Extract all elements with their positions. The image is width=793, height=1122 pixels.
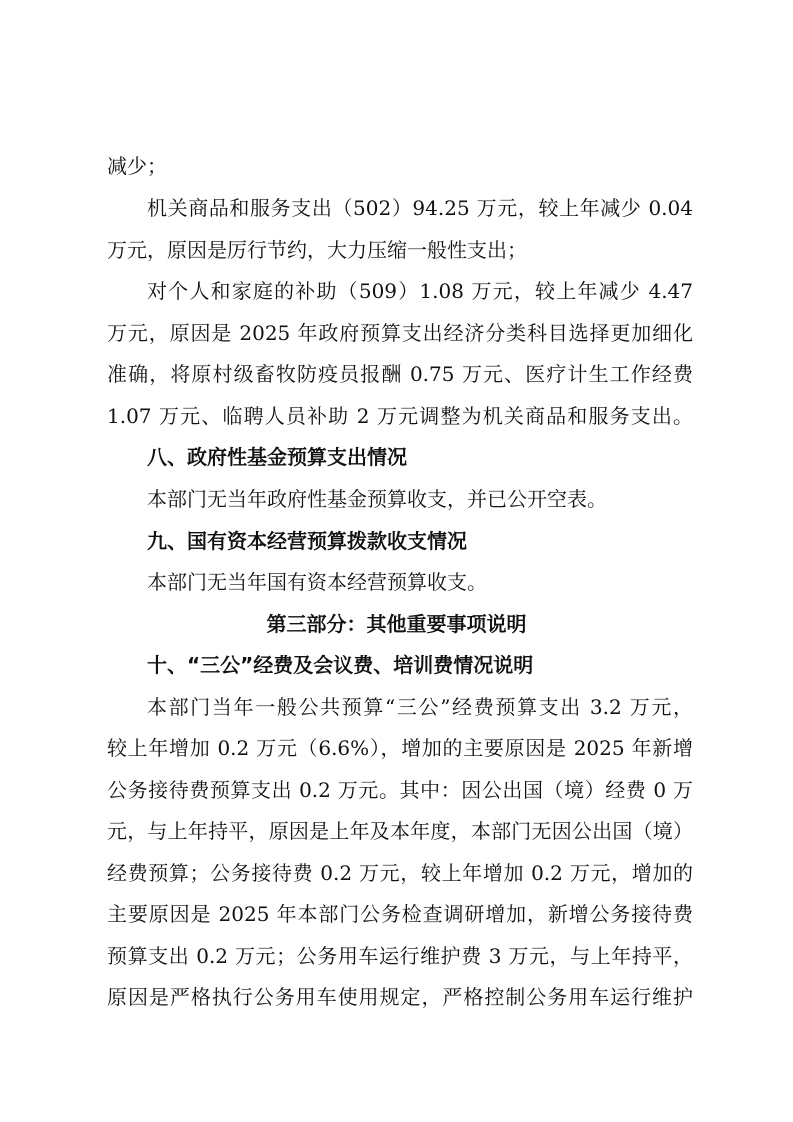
text-line: 减少； (107, 154, 167, 178)
section-heading: 八、政府性基金预算支出情况 (147, 445, 407, 469)
text-line: 本部门无当年政府性基金预算收支，并已公开空表。 (147, 487, 607, 511)
section-heading: 十、“三公”经费及会议费、培训费情况说明 (147, 653, 534, 677)
text-line: 本部门当年一般公共预算“三公”经费预算支出 3.2 万元， (147, 695, 693, 719)
text-line: 万元，原因是 2025 年政府预算支出经济分类科目选择更加细化 (107, 321, 693, 345)
text-line: 主要原因是 2025 年本部门公务检查调研增加，新增公务接待费 (107, 902, 693, 926)
text-line: 公务接待费预算支出 0.2 万元。其中：因公出国（境）经费 0 万 (107, 778, 693, 802)
text-line: 万元，原因是厉行节约，大力压缩一般性支出； (107, 238, 527, 262)
text-line: 准确，将原村级畜牧防疫员报酬 0.75 万元、医疗计生工作经费 (107, 362, 693, 386)
text-line: 机关商品和服务支出（502）94.25 万元，较上年减少 0.04 (147, 196, 693, 220)
text-line: 较上年增加 0.2 万元（6.6%），增加的主要原因是 2025 年新增 (107, 736, 693, 760)
text-line: 元，与上年持平，原因是上年及本年度，本部门无因公出国（境） (107, 819, 693, 843)
text-line: 预算支出 0.2 万元；公务用车运行维护费 3 万元，与上年持平， (107, 944, 693, 968)
text-line: 对个人和家庭的补助（509）1.08 万元，较上年减少 4.47 (147, 279, 693, 303)
section-heading: 九、国有资本经营预算拨款收支情况 (147, 529, 467, 553)
part-heading: 第三部分：其他重要事项说明 (266, 612, 527, 636)
text-line: 原因是严格执行公务用车使用规定，严格控制公务用车运行维护 (107, 985, 693, 1009)
text-line: 经费预算；公务接待费 0.2 万元，较上年增加 0.2 万元，增加的 (107, 861, 693, 885)
text-line: 1.07 万元、临聘人员补助 2 万元调整为机关商品和服务支出。 (107, 404, 693, 428)
text-line: 本部门无当年国有资本经营预算收支。 (147, 570, 487, 594)
